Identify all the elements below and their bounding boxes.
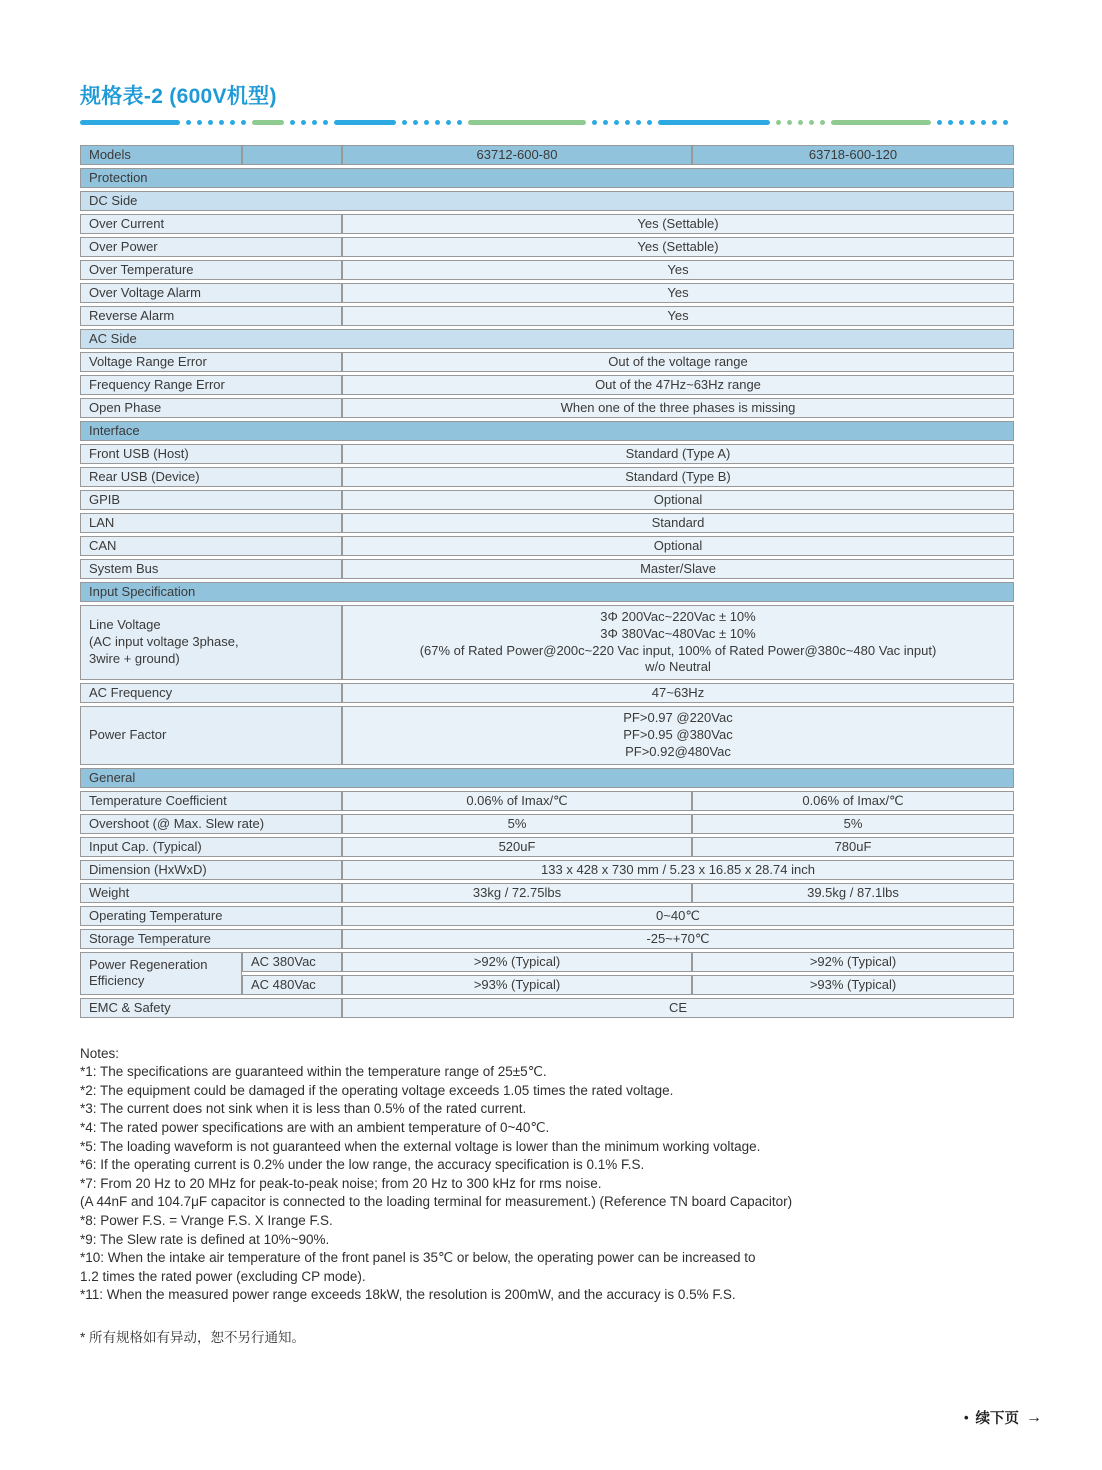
row-label: Line Voltage (AC input voltage 3phase, 3wire + ground): [80, 605, 342, 680]
row-value-model1: 520uF: [342, 837, 692, 857]
row-value: PF>0.97 @220Vac PF>0.95 @380Vac PF>0.92@480Vac: [342, 706, 1014, 764]
row-value: CE: [342, 998, 1014, 1018]
spec-row-line-voltage: [80, 605, 1014, 680]
row-value: When one of the three phases is missing: [342, 398, 1014, 418]
page-content: [80, 80, 1014, 1346]
models-row: [80, 145, 1014, 165]
notes-lines: *1: The specifications are guaranteed within the temperature range of 25±5℃. *2: The equipment could be damaged if the operating voltage exceeds 1.05 times the rated voltage. *3: The current does not sink when it is less than 0.5% of the rated current. *4: The rated power specifications are with an ambient temperature of 0~40℃. *5: The loading waveform is not guaranteed when the external voltage is lower than the minimum working voltage. *6: If the operating current is 0.2% under the low range, the accuracy specification is 0.1% F.S. *7: From 20 Hz to 20 MHz for peak-to-peak noise; from 20 Hz to 300 kHz for rms noise. (A 44nF and 104.7μF capacitor is connected to the loading terminal for measurement.) (Reference TN board Capacitor) *8: Power F.S. = Vrange F.S. X Irange F.S. *9: The Slew rate is defined at 10%~90%. *10: When the intake air temperature of the front panel is 35℃ or below, the operating power can be increased to 1.2 times the rated power (excluding CP mode). *11: When the measured power range exceeds 18kW, the resolution is 200mW, and the accuracy is 0.5% F.S.: [80, 1064, 793, 1303]
notes: [80, 1045, 1014, 1305]
row-value-model1: 5%: [342, 814, 692, 834]
row-label: System Bus: [80, 559, 342, 579]
spec-row: [80, 837, 1014, 857]
row-value: Yes: [342, 283, 1014, 303]
section-label: Protection: [80, 168, 1014, 188]
bullet-icon: •: [963, 1410, 969, 1425]
row-value-model2: 5%: [692, 814, 1014, 834]
row-value-model1: 33kg / 72.75lbs: [342, 883, 692, 903]
row-sublabel: AC 480Vac: [242, 975, 342, 995]
subsection-label: AC Side: [80, 329, 1014, 349]
spec-row: [80, 559, 1014, 579]
row-value: Standard (Type B): [342, 467, 1014, 487]
page-title: 规格表-2 (600V机型): [80, 85, 277, 108]
row-value-model2: 39.5kg / 87.1lbs: [692, 883, 1014, 903]
section-label: General: [80, 768, 1014, 788]
row-value: Master/Slave: [342, 559, 1014, 579]
row-value-model1: >92% (Typical): [342, 952, 692, 972]
section-row-protection: [80, 168, 1014, 188]
row-label: Power Factor: [80, 706, 342, 764]
row-value: Out of the 47Hz~63Hz range: [342, 375, 1014, 395]
notes-heading: Notes:: [80, 1045, 120, 1061]
spec-row-power-factor: [80, 706, 1014, 764]
spec-row: [80, 929, 1014, 949]
spec-row: [80, 444, 1014, 464]
row-value: Standard (Type A): [342, 444, 1014, 464]
subsection-row-dc-side: [80, 191, 1014, 211]
spec-row: [80, 860, 1014, 880]
spec-row: [80, 883, 1014, 903]
row-label: EMC & Safety: [80, 998, 342, 1018]
row-label: Storage Temperature: [80, 929, 342, 949]
spec-row: [80, 513, 1014, 533]
row-value: Yes: [342, 260, 1014, 280]
row-label: Voltage Range Error: [80, 352, 342, 372]
row-label: AC Frequency: [80, 683, 342, 703]
row-value-model1: 0.06% of Imax/℃: [342, 791, 692, 811]
arrow-right-icon: →: [1026, 1408, 1042, 1426]
row-value: Yes (Settable): [342, 214, 1014, 234]
row-value-model2: 0.06% of Imax/℃: [692, 791, 1014, 811]
row-label: Over Voltage Alarm: [80, 283, 342, 303]
spec-row: [80, 398, 1014, 418]
row-value: Optional: [342, 490, 1014, 510]
row-value-model2: 780uF: [692, 837, 1014, 857]
row-value: -25~+70℃: [342, 929, 1014, 949]
row-label: Reverse Alarm: [80, 306, 342, 326]
row-label: Frequency Range Error: [80, 375, 342, 395]
spec-table: [80, 142, 1014, 1021]
row-value: Optional: [342, 536, 1014, 556]
row-label: CAN: [80, 536, 342, 556]
spec-row-power-regen-1: [80, 952, 1014, 972]
row-label: Input Cap. (Typical): [80, 837, 342, 857]
model-2-cell: 63718-600-120: [692, 145, 1014, 165]
row-label: Weight: [80, 883, 342, 903]
section-row-interface: [80, 421, 1014, 441]
row-label: Open Phase: [80, 398, 342, 418]
row-label: Over Power: [80, 237, 342, 257]
row-label: Over Temperature: [80, 260, 342, 280]
spec-row: [80, 998, 1014, 1018]
spec-row: [80, 683, 1014, 703]
row-value: 47~63Hz: [342, 683, 1014, 703]
footer-continued: [964, 1407, 1042, 1428]
spec-row: [80, 467, 1014, 487]
spec-row: [80, 306, 1014, 326]
row-sublabel: AC 380Vac: [242, 952, 342, 972]
row-label: Dimension (HxWxD): [80, 860, 342, 880]
row-label: Temperature Coefficient: [80, 791, 342, 811]
row-value: Out of the voltage range: [342, 352, 1014, 372]
subsection-label: DC Side: [80, 191, 1014, 211]
row-value-model2: >93% (Typical): [692, 975, 1014, 995]
row-label: Power Regeneration Efficiency: [80, 952, 242, 995]
row-value-model1: >93% (Typical): [342, 975, 692, 995]
section-label: Input Specification: [80, 582, 1014, 602]
footer-label: 续下页: [975, 1411, 1019, 1427]
row-value: 3Φ 200Vac~220Vac ± 10% 3Φ 380Vac~480Vac ± 10% (67% of Rated Power@200c~220 Vac input, 100% of Rated Power@380c~480 Vac input) w/o Neutral: [342, 605, 1014, 680]
section-label: Interface: [80, 421, 1014, 441]
subsection-row-ac-side: [80, 329, 1014, 349]
row-value: Standard: [342, 513, 1014, 533]
row-label: Over Current: [80, 214, 342, 234]
row-value: 133 x 428 x 730 mm / 5.23 x 16.85 x 28.74 inch: [342, 860, 1014, 880]
spec-row: [80, 536, 1014, 556]
row-label: Overshoot (@ Max. Slew rate): [80, 814, 342, 834]
row-label: Operating Temperature: [80, 906, 342, 926]
spec-row: [80, 214, 1014, 234]
spec-row: [80, 490, 1014, 510]
models-spacer-cell: [242, 145, 342, 165]
row-label: GPIB: [80, 490, 342, 510]
spec-row: [80, 283, 1014, 303]
section-row-general: [80, 768, 1014, 788]
row-label: LAN: [80, 513, 342, 533]
title-divider: [80, 119, 1014, 125]
spec-row: [80, 791, 1014, 811]
disclaimer: * 所有规格如有异动，恕不另行通知。: [80, 1329, 306, 1345]
row-label: Rear USB (Device): [80, 467, 342, 487]
models-label-cell: Models: [80, 145, 242, 165]
row-value: 0~40℃: [342, 906, 1014, 926]
spec-row: [80, 260, 1014, 280]
row-value: Yes (Settable): [342, 237, 1014, 257]
spec-row: [80, 352, 1014, 372]
spec-row: [80, 375, 1014, 395]
spec-row: [80, 237, 1014, 257]
spec-row: [80, 814, 1014, 834]
section-row-input-specification: [80, 582, 1014, 602]
spec-row: [80, 906, 1014, 926]
row-value: Yes: [342, 306, 1014, 326]
row-label: Front USB (Host): [80, 444, 342, 464]
model-1-cell: 63712-600-80: [342, 145, 692, 165]
row-value-model2: >92% (Typical): [692, 952, 1014, 972]
